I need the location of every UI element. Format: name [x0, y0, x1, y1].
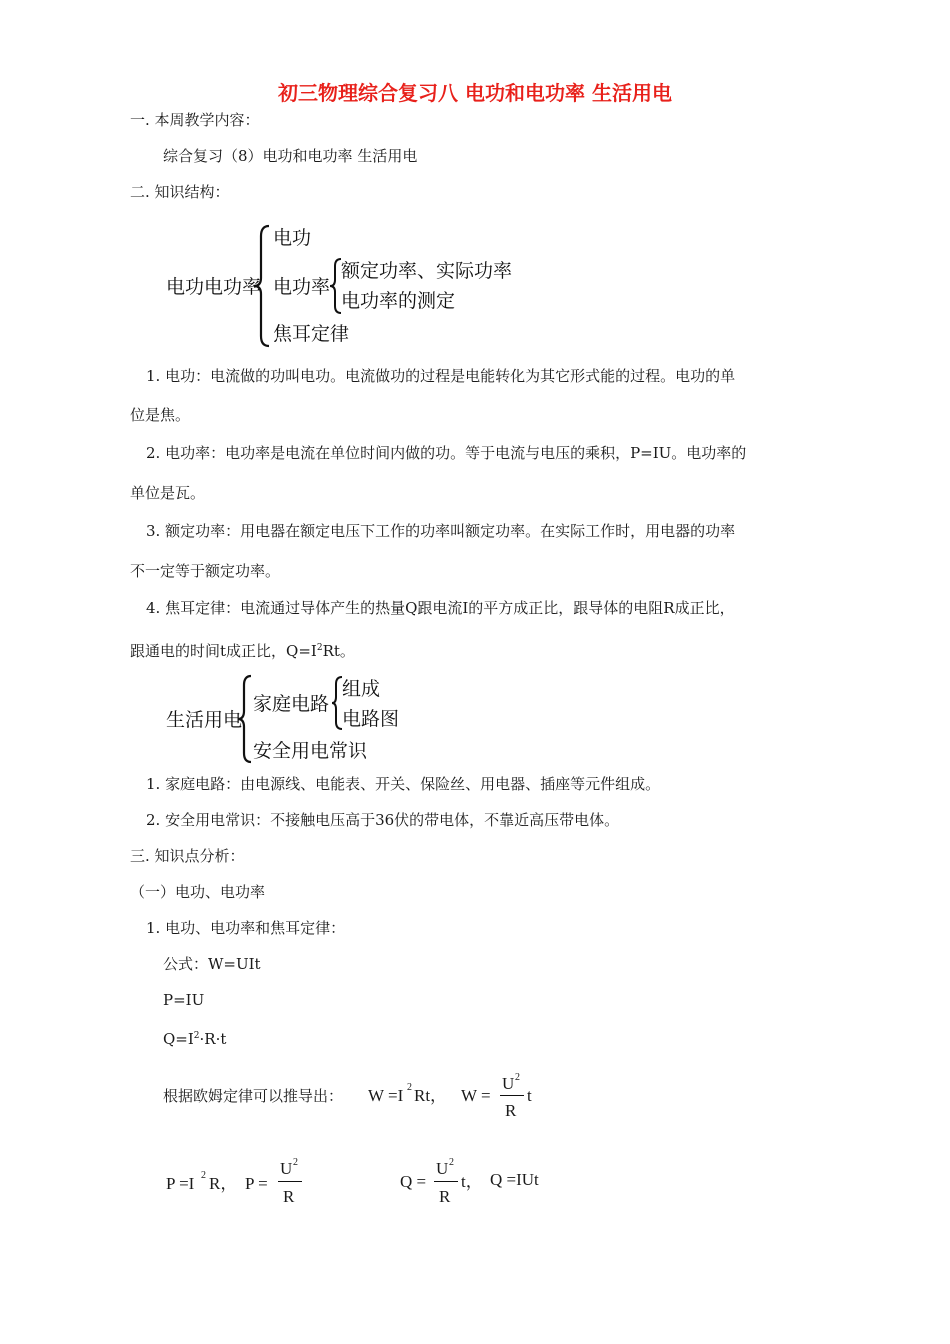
diagram2-child-electrical-safety: 安全用电常识	[253, 740, 368, 762]
diagram1-child-joule-law: 焦耳定律	[273, 323, 350, 345]
formula-p-i2r-b: R，	[209, 1174, 238, 1193]
item2-2: 2. 安全用电常识：不接触电压高于36伏的带电体，不靠近高压带电体。	[146, 811, 620, 829]
item3-line1: 3. 额定功率：用电器在额定电压下工作的功率叫额定功率。在实际工作时，用电器的功率	[146, 522, 736, 540]
formula-w-i2rt-a: W =I	[368, 1086, 404, 1105]
item3-line2: 不一定等于额定功率。	[130, 562, 281, 580]
item4-line2-superscript: 2	[316, 643, 323, 653]
formula-q	[163, 1026, 226, 1049]
item2-1: 1. 家庭电路：由电源线、电能表、开关、保险丝、用电器、插座等元件组成。	[146, 775, 661, 793]
formula-w: 公式：W=UIt	[163, 955, 261, 973]
page-title: 初三物理综合复习八 电功和电功率 生活用电	[278, 81, 672, 105]
formula-p-u2r-numerator-sup: 2	[293, 1157, 298, 1168]
section3-heading: 三. 知识点分析：	[130, 847, 245, 865]
diagram1-child-electric-work: 电功	[273, 227, 312, 249]
diagram1-main-brace	[252, 222, 272, 350]
formula-q-u2r-t: t，	[461, 1172, 483, 1191]
diagram1-sub-power-measurement: 电功率的测定	[341, 290, 456, 312]
section1-content: 综合复习（8）电功和电功率 生活用电	[163, 147, 418, 165]
item4-line2-part-b: Rt。	[322, 642, 355, 660]
formula-q-u2r-lhs: Q =	[400, 1172, 427, 1191]
diagram2-sub-circuit-diagram: 电路图	[342, 708, 400, 730]
formula-w-i2rt-b: Rt，	[414, 1086, 448, 1105]
item4-line2-part-a: 跟通电的时间t成正比，Q=I	[130, 642, 317, 660]
formula-w-u2r-numerator: U	[502, 1074, 515, 1093]
formula-p-u2r-numerator: U	[280, 1159, 293, 1178]
formula-q-u2r-numerator-sup: 2	[449, 1157, 454, 1168]
formula-p-i2r-sup: 2	[201, 1170, 206, 1181]
derive-label: 根据欧姆定律可以推导出：	[163, 1087, 344, 1105]
fraction-bar-w	[500, 1095, 524, 1096]
formula-p: P=IU	[163, 991, 205, 1009]
formula-w-u2r-lhs: W =	[461, 1086, 491, 1105]
diagram2-child-household-circuit: 家庭电路	[253, 693, 330, 715]
formula-q-u2r-numerator: U	[436, 1159, 449, 1178]
formula-w-u2r-numerator-sup: 2	[515, 1072, 520, 1083]
diagram1-sub-rated-actual-power: 额定功率、实际功率	[341, 260, 513, 282]
item4-line2	[130, 638, 355, 661]
diagram1-child-electric-power: 电功率	[273, 276, 331, 298]
item1-line1: 1. 电功：电流做的功叫电功。电流做功的过程是电能转化为其它形式能的过程。电功的单	[146, 367, 736, 385]
formula-p-u2r-lhs: P =	[245, 1174, 268, 1193]
section3-point1: 1. 电功、电功率和焦耳定律：	[146, 919, 346, 937]
formula-p-u2r-denominator: R	[283, 1187, 295, 1206]
diagram1-root: 电功电功率	[166, 276, 262, 298]
section1-heading: 一. 本周教学内容：	[130, 111, 260, 129]
formula-w-i2rt-sup: 2	[407, 1082, 412, 1093]
formula-p-i2r-a: P =I	[166, 1174, 195, 1193]
section2-heading: 二. 知识结构：	[130, 183, 230, 201]
diagram2-main-brace	[236, 673, 254, 765]
fraction-bar-p	[278, 1181, 302, 1182]
formula-q-u2r-denominator: R	[439, 1187, 451, 1206]
formula-w-u2r-t: t	[527, 1086, 532, 1105]
diagram2-root: 生活用电	[166, 709, 243, 731]
formula-q-part-b: ·R·t	[199, 1030, 227, 1048]
section3-sub1: （一）电功、电功率	[130, 883, 266, 901]
item4-line1: 4. 焦耳定律：电流通过导体产生的热量Q跟电流I的平方成正比，跟导体的电阻R成正比，	[146, 599, 735, 617]
item2-line1: 2. 电功率：电功率是电流在单位时间内做的功。等于电流与电压的乘积，P=IU。电功率的	[146, 444, 747, 462]
item2-line2: 单位是瓦。	[130, 484, 206, 502]
formula-q-part-a: Q=I	[163, 1030, 194, 1048]
formula-q-superscript: 2	[193, 1031, 200, 1041]
formula-q-iut: Q =IUt	[490, 1170, 539, 1189]
item1-line2: 位是焦。	[130, 406, 191, 424]
formula-w-u2r-denominator: R	[505, 1101, 517, 1120]
diagram2-sub-composition: 组成	[342, 678, 381, 700]
fraction-bar-q	[434, 1181, 458, 1182]
